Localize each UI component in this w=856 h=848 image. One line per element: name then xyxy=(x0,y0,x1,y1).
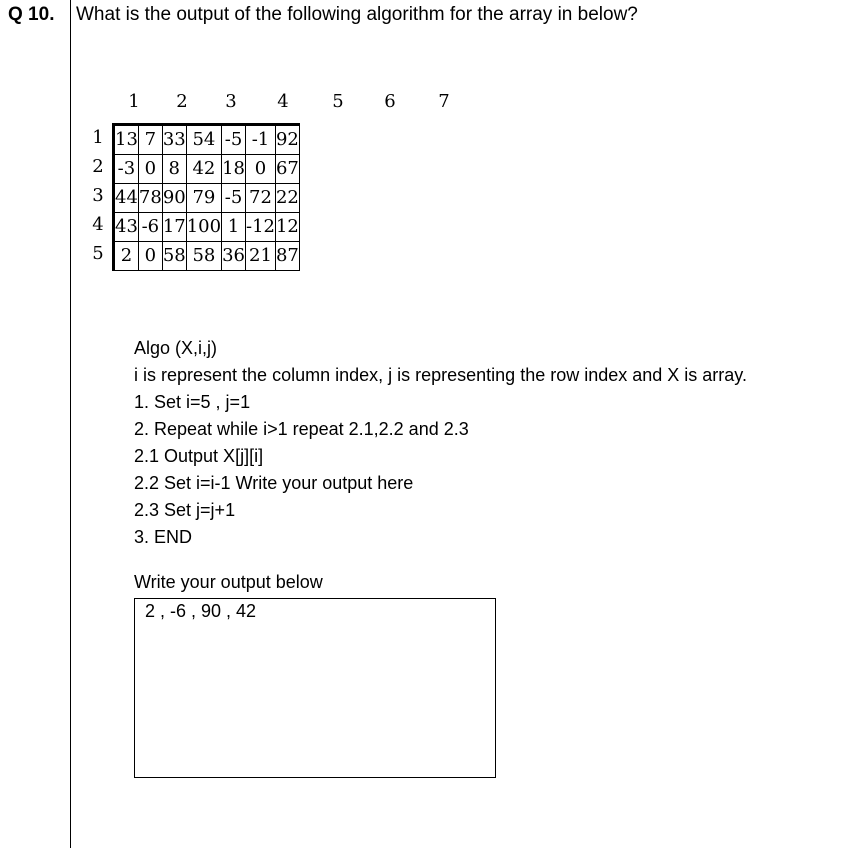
output-answer-text: 2 , -6 , 90 , 42 xyxy=(145,601,257,621)
array-cell: -12 xyxy=(245,213,275,242)
algorithm-step: 1. Set i=5 , j=1 xyxy=(134,392,251,412)
column-header: 5 xyxy=(332,91,344,112)
algorithm-step: 2. Repeat while i>1 repeat 2.1,2.2 and 2.3 xyxy=(134,419,469,439)
algorithm-step: 2.2 Set i=i-1 Write your output here xyxy=(134,473,414,493)
array-cell: 0 xyxy=(138,242,162,271)
row-header: 1 xyxy=(92,127,104,148)
question-number: Q 10. xyxy=(8,4,55,25)
column-header: 3 xyxy=(225,91,237,112)
column-header: 1 xyxy=(128,91,140,112)
array-cell: 78 xyxy=(138,184,162,213)
array-cell: 21 xyxy=(245,242,275,271)
array-cell: 0 xyxy=(138,155,162,184)
array-cell: 54 xyxy=(186,125,221,155)
array-cell: 36 xyxy=(222,242,246,271)
column-header: 2 xyxy=(176,91,188,112)
table-row xyxy=(114,155,300,184)
array-cell: 67 xyxy=(275,155,299,184)
margin-divider-line xyxy=(70,0,71,848)
row-header: 5 xyxy=(92,243,104,264)
array-cell: -3 xyxy=(114,155,139,184)
algorithm-description: i is represent the column index, j is representing the row index and X is array. xyxy=(134,365,747,385)
array-cell: 90 xyxy=(162,184,186,213)
array-cell: 18 xyxy=(222,155,246,184)
array-cell: 87 xyxy=(275,242,299,271)
row-header: 3 xyxy=(92,185,104,206)
array-cell: 42 xyxy=(186,155,221,184)
algorithm-step: 2.3 Set j=j+1 xyxy=(134,500,236,520)
array-cell: 79 xyxy=(186,184,221,213)
array-cell: 13 xyxy=(114,125,139,155)
array-cell: 0 xyxy=(245,155,275,184)
array-cell: -6 xyxy=(138,213,162,242)
array-cell: 12 xyxy=(275,213,299,242)
row-header: 4 xyxy=(92,214,104,235)
algorithm-title: Algo (X,i,j) xyxy=(134,338,218,358)
table-row xyxy=(114,213,300,242)
array-cell: 92 xyxy=(275,125,299,155)
array-cell: -1 xyxy=(245,125,275,155)
array-cell: 22 xyxy=(275,184,299,213)
output-answer-box[interactable] xyxy=(134,598,496,778)
array-cell: 2 xyxy=(114,242,139,271)
array-cell: 100 xyxy=(186,213,221,242)
array-cell: -5 xyxy=(222,184,246,213)
table-row xyxy=(114,125,300,155)
column-header: 4 xyxy=(277,91,289,112)
column-header: 6 xyxy=(384,91,396,112)
column-header: 7 xyxy=(438,91,450,112)
array-cell: 72 xyxy=(245,184,275,213)
array-table xyxy=(112,123,300,271)
table-row xyxy=(114,242,300,271)
algorithm-block xyxy=(134,335,747,551)
algorithm-step: 2.1 Output X[j][i] xyxy=(134,446,264,466)
question-text: What is the output of the following algorithm for the array in below? xyxy=(76,4,638,25)
row-header: 2 xyxy=(92,156,104,177)
array-cell: 58 xyxy=(162,242,186,271)
output-label: Write your output below xyxy=(134,572,323,592)
table-row xyxy=(114,184,300,213)
array-cell: 43 xyxy=(114,213,139,242)
array-cell: 1 xyxy=(222,213,246,242)
array-cell: 8 xyxy=(162,155,186,184)
array-cell: 17 xyxy=(162,213,186,242)
array-cell: -5 xyxy=(222,125,246,155)
array-cell: 44 xyxy=(114,184,139,213)
array-cell: 58 xyxy=(186,242,221,271)
array-cell: 33 xyxy=(162,125,186,155)
algorithm-step: 3. END xyxy=(134,527,193,547)
array-cell: 7 xyxy=(138,125,162,155)
